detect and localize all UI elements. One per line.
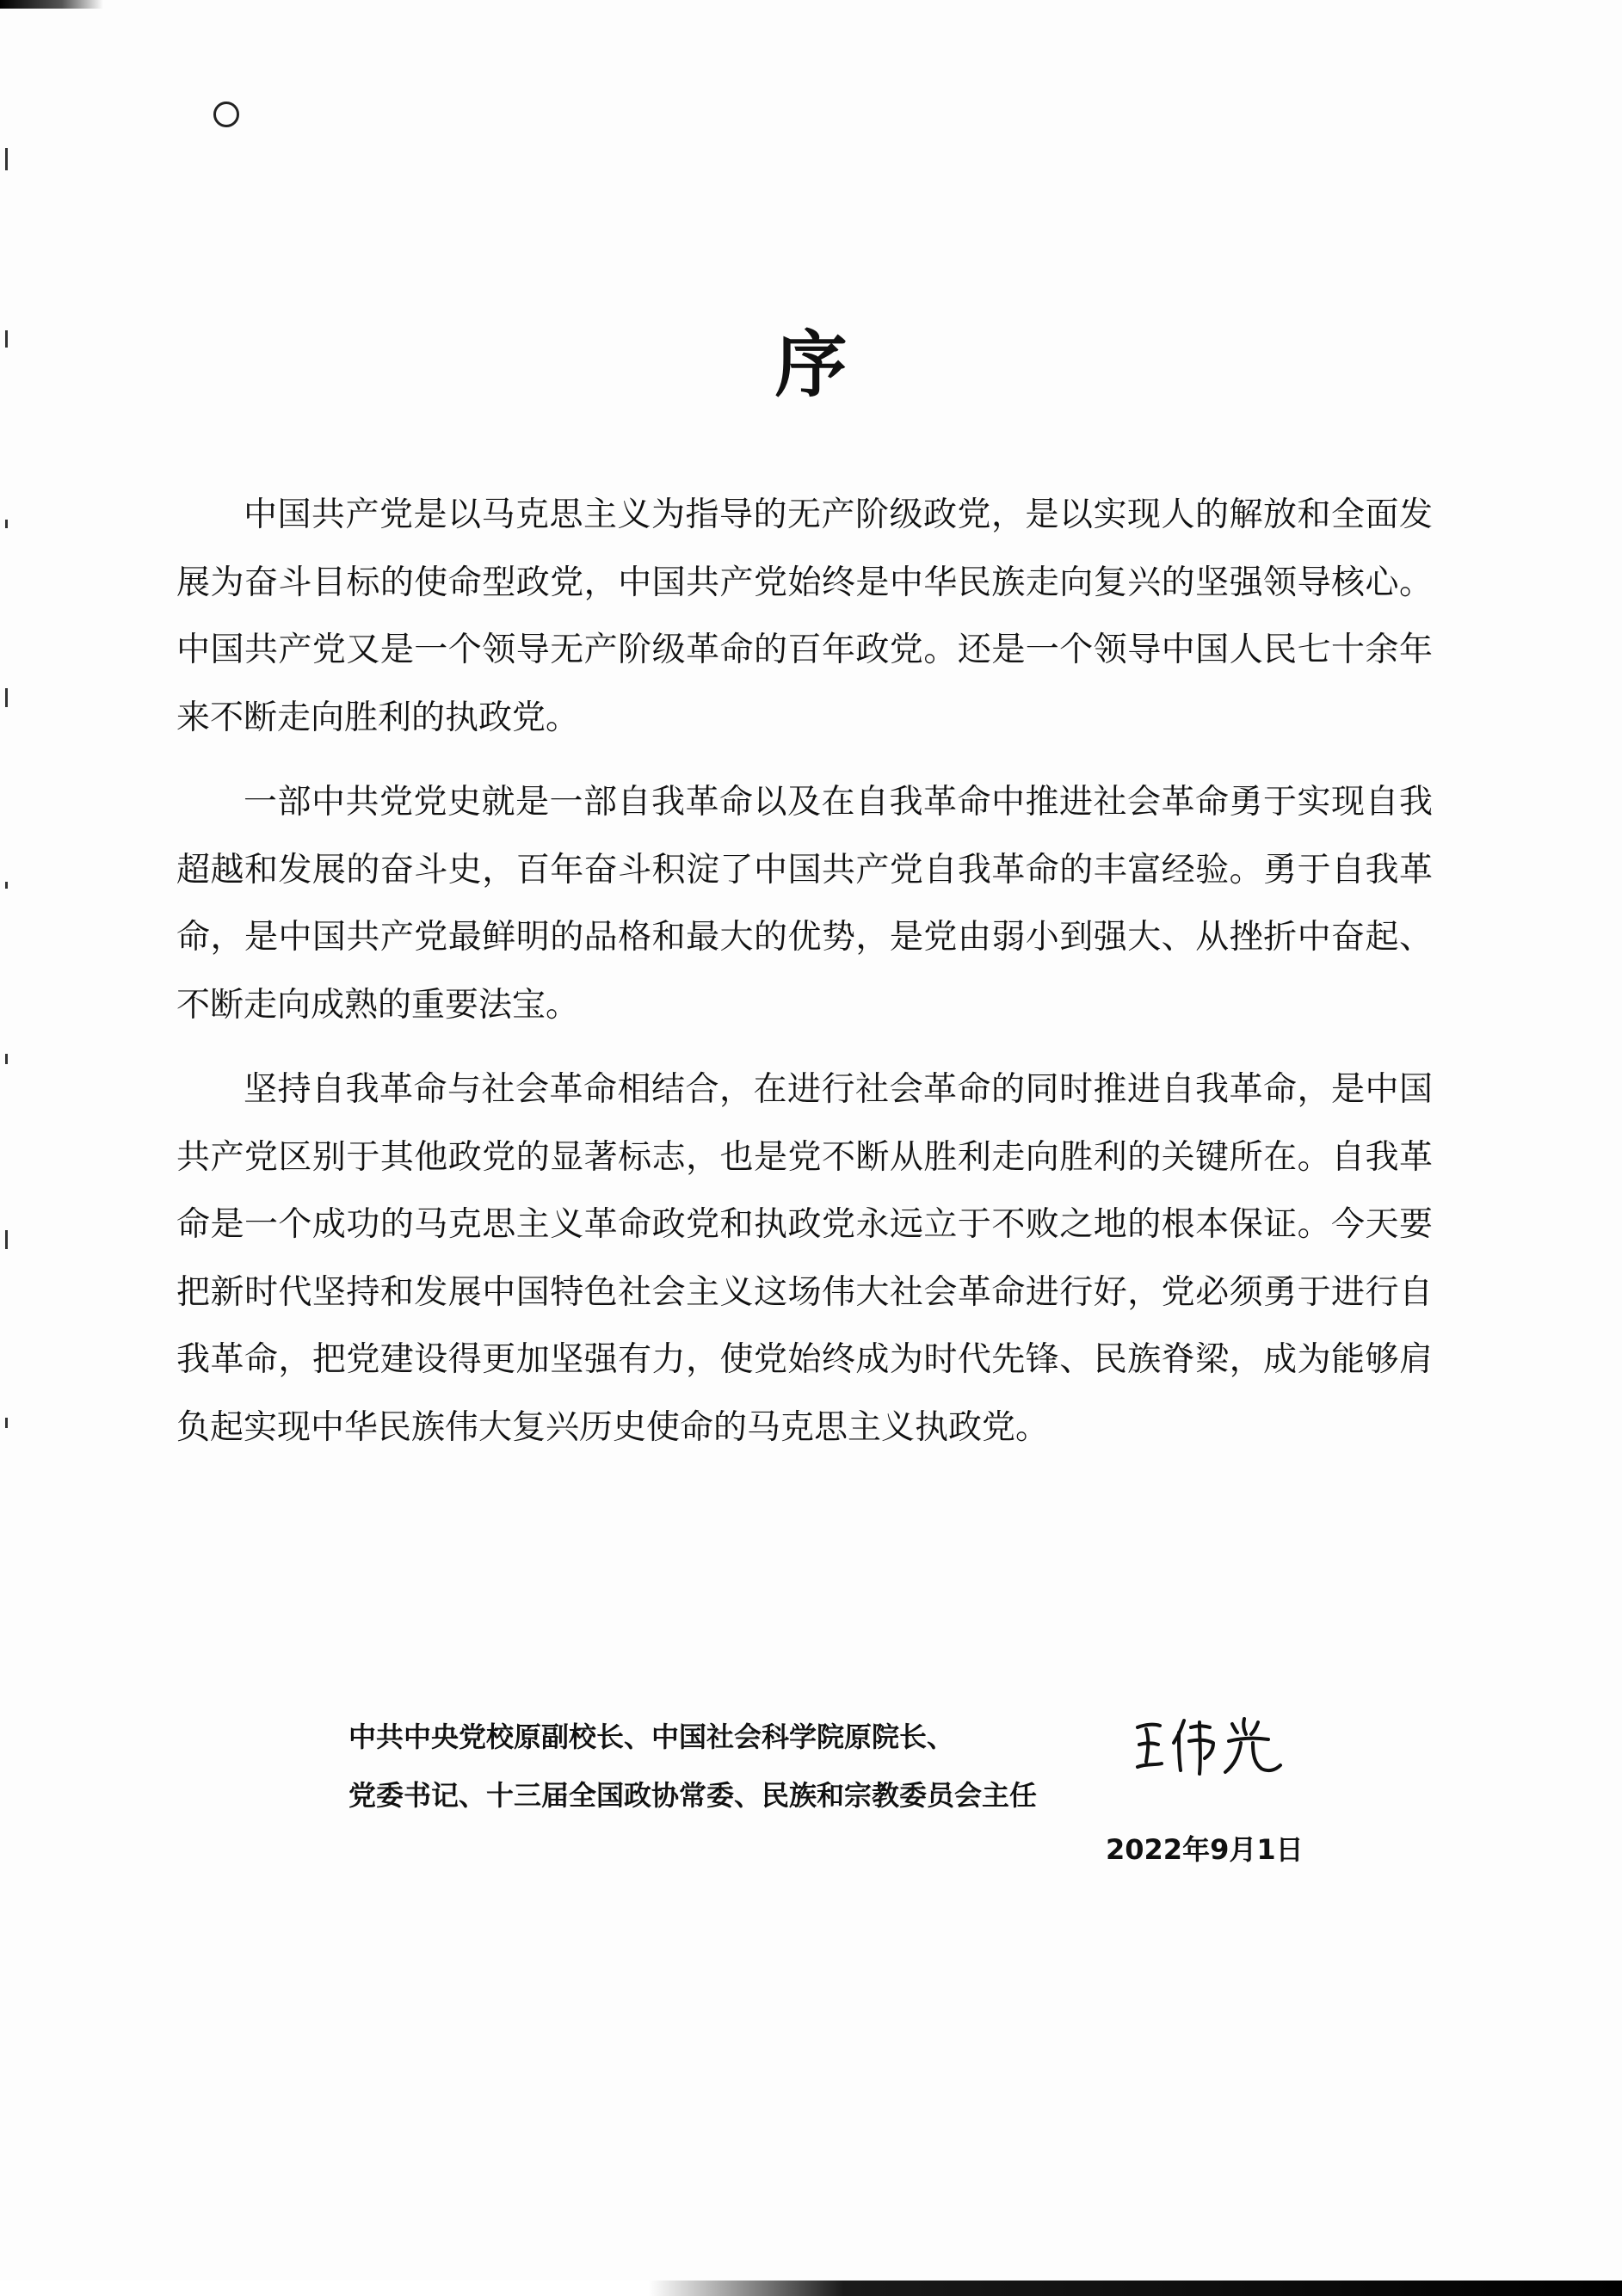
edge-mark: [5, 1418, 8, 1428]
paragraph: 中国共产党是以马克思主义为指导的无产阶级政党，是以实现人的解放和全面发展为奋斗目标的使命型政党，中国共产党始终是中华民族走向复兴的坚强领导核心。中国共产党又是一个领导无产阶级革命的百年政党。还是一个领导中国人民七十余年来不断走向胜利的执政党。: [176, 496, 1433, 737]
paragraph: 坚持自我革命与社会革命相结合，在进行社会革命的同时推进自我革命，是中国共产党区别于其他政党的显著标志，也是党不断从胜利走向胜利的关键所在。自我革命是一个成功的马克思主义革命政党和执政党永远立于不败之地的根本保证。今天要把新时代坚持和发展中国特色社会主义这场伟大社会革命进行好，党必须勇于进行自我革命，把党建设得更加坚强有力，使党始终成为时代先锋、民族脊梁，成为能够肩负起实现中华民族伟大复兴历史使命的马克思主义执政党。: [176, 1070, 1433, 1447]
edge-mark: [5, 520, 8, 528]
edge-mark: [5, 882, 8, 889]
edge-mark: [5, 688, 8, 707]
signature-title-line-2: 党委书记、十三届全国政协常委、民族和宗教委员会主任: [348, 1779, 1038, 1812]
page-title: 序: [774, 322, 848, 408]
paragraph: 一部中共党党史就是一部自我革命以及在自我革命中推进社会革命勇于实现自我超越和发展的奋斗史，百年奋斗积淀了中国共产党自我革命的丰富经验。勇于自我革命，是中国共产党最鲜明的品格和最大的优势，是党由弱小到强大、从挫折中奋起、不断走向成熟的重要法宝。: [176, 783, 1433, 1025]
edge-mark: [5, 148, 8, 170]
signature-title-line-1: 中共中央党校原副校长、中国社会科学院原院长、: [348, 1720, 955, 1753]
edge-mark: [5, 1230, 8, 1249]
preface-body: [176, 482, 1433, 1462]
signature-block: [348, 1708, 1037, 1825]
edge-mark: [5, 1054, 8, 1064]
ring-mark-icon: [213, 102, 239, 127]
scan-edge-shadow-bottom: [0, 2281, 1622, 2296]
handwritten-signature: [1134, 1712, 1306, 1781]
signature-date: 2022年9月1日: [1106, 1833, 1304, 1866]
scan-edge-shadow-top: [0, 0, 103, 9]
